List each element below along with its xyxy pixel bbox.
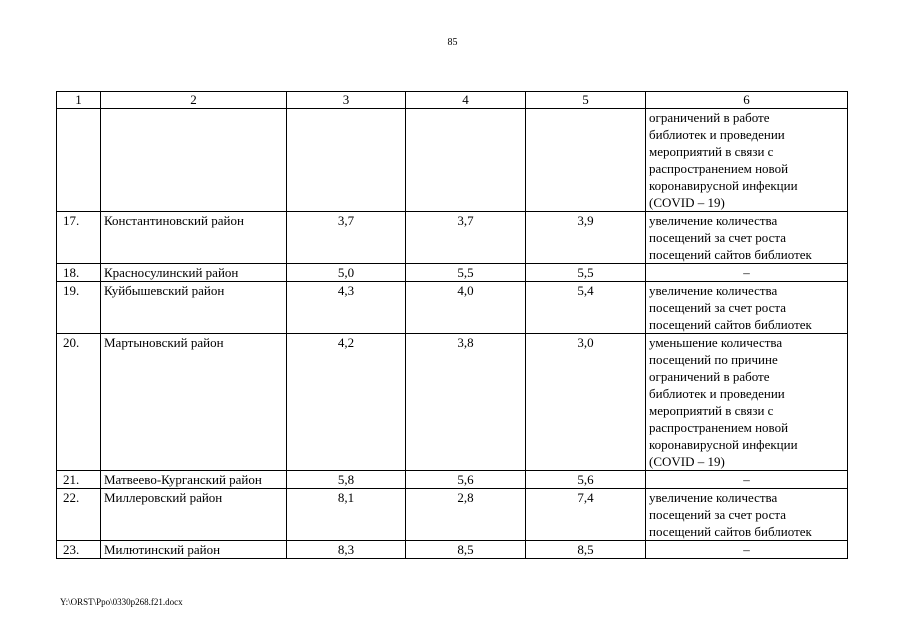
note-line: коронавирусной инфекции [649,178,798,193]
table-row [57,109,848,212]
note-line: посещений за счет роста [649,230,786,245]
header-cell: 6 [646,92,848,109]
row-number-cell: 21. [57,471,101,489]
row-number-cell: 20. [57,334,101,471]
value-cell: 5,5 [406,264,526,282]
row-number-cell: 22. [57,489,101,541]
row-number-cell: 17. [57,212,101,264]
note-line: (COVID – 19) [649,195,725,210]
value-cell: 3,8 [406,334,526,471]
table-row [57,264,848,282]
value-cell [287,109,406,212]
note-line: посещений за счет роста [649,300,786,315]
value-cell: 3,9 [526,212,646,264]
note-line: увеличение количества [649,213,778,228]
note-line: коронавирусной инфекции [649,437,798,452]
district-cell [101,109,287,212]
value-cell: 5,0 [287,264,406,282]
value-cell: 4,2 [287,334,406,471]
district-cell: Миллеровский район [101,489,287,541]
header-cell: 3 [287,92,406,109]
note-cell [646,212,848,264]
table-row [57,489,848,541]
page-number: 85 [447,37,458,48]
note-cell [646,109,848,212]
note-line: – [743,542,750,557]
value-cell: 5,8 [287,471,406,489]
note-cell [646,264,848,282]
note-line: посещений по причине [649,352,778,367]
document-file-path: Y:\ORST\Ppo\0330p268.f21.docx [60,597,183,607]
district-cell: Мартыновский район [101,334,287,471]
note-cell [646,334,848,471]
district-cell: Куйбышевский район [101,282,287,334]
value-cell: 4,0 [406,282,526,334]
value-cell: 7,4 [526,489,646,541]
value-cell: 4,3 [287,282,406,334]
note-line: (COVID – 19) [649,454,725,469]
table-row [57,282,848,334]
note-line: уменьшение количества [649,335,783,350]
note-cell [646,282,848,334]
value-cell [406,109,526,212]
note-line: мероприятий в связи с [649,144,774,159]
note-line: посещений сайтов библиотек [649,524,812,539]
value-cell: 5,4 [526,282,646,334]
row-number-cell [57,109,101,212]
note-line: – [743,472,750,487]
note-cell [646,541,848,559]
value-cell: 8,1 [287,489,406,541]
note-line: посещений сайтов библиотек [649,317,812,332]
district-statistics-table [56,91,848,559]
district-cell: Красносулинский район [101,264,287,282]
note-line: распространением новой [649,420,789,435]
note-line: распространением новой [649,161,789,176]
table-row [57,212,848,264]
note-line: посещений за счет роста [649,507,786,522]
table-row [57,541,848,559]
value-cell: 5,6 [406,471,526,489]
value-cell [526,109,646,212]
row-number-cell: 23. [57,541,101,559]
district-cell: Константиновский район [101,212,287,264]
note-line: мероприятий в связи с [649,403,774,418]
note-cell [646,489,848,541]
district-cell: Матвеево-Курганский район [101,471,287,489]
header-cell: 2 [101,92,287,109]
value-cell: 3,7 [287,212,406,264]
table-row [57,334,848,471]
table-row [57,471,848,489]
note-cell [646,471,848,489]
note-line: библиотек и проведении [649,386,785,401]
value-cell: 3,0 [526,334,646,471]
value-cell: 3,7 [406,212,526,264]
value-cell: 2,8 [406,489,526,541]
note-line: посещений сайтов библиотек [649,247,812,262]
note-line: – [743,265,750,280]
row-number-cell: 18. [57,264,101,282]
note-line: библиотек и проведении [649,127,785,142]
value-cell: 5,6 [526,471,646,489]
value-cell: 8,5 [526,541,646,559]
note-line: ограничений в работе [649,110,770,125]
note-line: увеличение количества [649,283,778,298]
note-line: увеличение количества [649,490,778,505]
note-line: ограничений в работе [649,369,770,384]
row-number-cell: 19. [57,282,101,334]
value-cell: 5,5 [526,264,646,282]
header-cell: 4 [406,92,526,109]
table-header-row [57,92,848,109]
header-cell: 5 [526,92,646,109]
value-cell: 8,3 [287,541,406,559]
value-cell: 8,5 [406,541,526,559]
district-cell: Милютинский район [101,541,287,559]
header-cell: 1 [57,92,101,109]
